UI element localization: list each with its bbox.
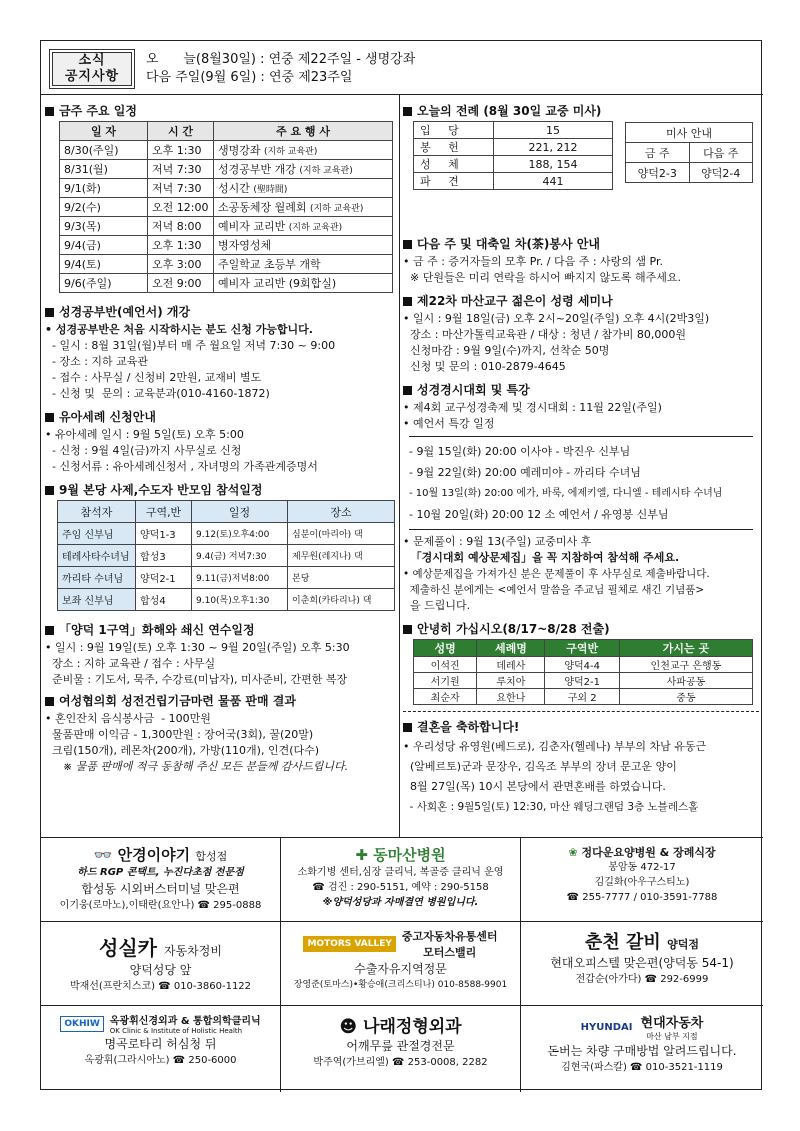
youth-line: 신청 및 문의 : 010-2879-4645 — [403, 360, 566, 373]
youth-title: 제22차 마산교구 젊은이 성령 세미나 — [403, 292, 759, 309]
schedule-event — [214, 255, 393, 274]
schedule-title: 금주 주요 일정 — [45, 102, 398, 119]
tea-line: • 금 주 : 증거자들의 모후 Pr. / 다음 주 : 사랑의 샘 Pr. — [403, 255, 663, 268]
schedule-date: 9/4(토) — [60, 255, 148, 274]
ad-ortho: ☻ 나래정형외과 어깨무릎 관절경전문 박주역(가브리엘) ☎ 253-0008, 2282 — [281, 1006, 521, 1092]
schedule-date: 9/2(수) — [60, 198, 148, 217]
farewell-name: 최순자 — [414, 689, 477, 705]
farewell-group: 양덕4-4 — [545, 657, 619, 673]
farewell-group: 구외 2 — [545, 689, 619, 705]
schedule-time: 오후 1:30 — [148, 236, 214, 255]
schedule-row — [60, 236, 393, 255]
bible-line: - 일시 : 8월 31일(월)부터 매 주 월요일 저녁 7:30 ~ 9:00 — [45, 339, 336, 352]
schedule-date: 9/3(목) — [60, 217, 148, 236]
schedule-date: 9/1(화) — [60, 179, 148, 198]
bible-line: - 신청 및 문의 : 교육분과(010-4160-1872) — [45, 387, 270, 400]
liturgy-part: 봉 헌 — [414, 139, 494, 156]
visit-header: 참석자 — [58, 501, 136, 523]
schedule-row — [60, 141, 393, 160]
visit-date: 9.12(토)오후4:00 — [192, 523, 288, 545]
farewell-baptismal: 요한나 — [477, 689, 545, 705]
ad-carrepair: 성실카 자동차정비 양덕성당 앞 박재선(프란치스코) ☎ 010-3860-1122 — [41, 922, 281, 1006]
women-thanks: ※ 물품 판매에 적극 동참해 주신 모든 분들께 감사드립니다. — [63, 760, 349, 773]
infant-title: 유아세례 신청안내 — [45, 408, 398, 425]
bible-line: • 성경공부반은 처음 시작하시는 분도 신청 가능합니다. — [45, 323, 313, 336]
liturgy-hymn: 188, 154 — [494, 156, 613, 173]
liturgy-part: 성 체 — [414, 156, 494, 173]
schedule-date: 9/4(금) — [60, 236, 148, 255]
farewell-header: 가시는 곳 — [619, 640, 752, 657]
schedule-header: 주 요 행 사 — [214, 122, 393, 141]
mass-title: 미사 안내 — [626, 123, 753, 143]
cross-icon: ✚ — [355, 846, 368, 864]
lecture-line: - 9월 15일(화) 20:00 이사야 - 박진우 신부님 — [409, 445, 631, 458]
tea-title: 다음 주 및 대축일 차(茶)봉사 안내 — [403, 235, 759, 252]
schedule-header: 시 간 — [148, 122, 214, 141]
visit-header: 일정 — [192, 501, 288, 523]
schedule-time: 저녁 8:00 — [148, 217, 214, 236]
farewell-header: 세례명 — [477, 640, 545, 657]
schedule-time: 저녁 7:30 — [148, 160, 214, 179]
schedule-time: 오전 12:00 — [148, 198, 214, 217]
liturgy-hymn: 441 — [494, 173, 613, 190]
schedule-time: 오후 1:30 — [148, 141, 214, 160]
schedule-time: 오전 9:00 — [148, 274, 214, 293]
farewell-destination: 인천교구 은행동 — [619, 657, 752, 673]
schedule-event-name: 생명강좌 — [218, 144, 261, 157]
farewell-destination: 중동 — [619, 689, 752, 705]
mass-value: 양덕2-3 — [626, 163, 690, 183]
tea-line: ※ 단원들은 미리 연락을 하시어 빠지지 않도록 해주세요. — [403, 271, 681, 284]
liturgy-row — [414, 156, 613, 173]
quiz-line: 을 드립니다. — [403, 599, 471, 612]
liturgy-title: 오늘의 전례 (8월 30일 교중 미사) — [403, 102, 759, 119]
youth-line: • 일시 : 9월 18일(금) 오후 2시~20일(주일) 오후 4시(2박3일) — [403, 312, 710, 325]
ad-nursing: ❀ 정다운요양병원 & 장례식장 봉암동 472-17 김길화(아우구스티노) ☎ 255-7777 / 010-3591-7788 — [521, 838, 763, 922]
schedule-event-place: (聖時間) — [253, 185, 288, 195]
farewell-name: 서기원 — [414, 673, 477, 689]
lecture-line: - 10월 13일(화) 20:00 에가, 바룩, 에제키엘, 다니엘 - 테레시타 수녀님 — [409, 488, 723, 499]
visit-attendee: 보좌 신부님 — [58, 589, 136, 611]
contest-line: • 예언서 특강 일정 — [403, 417, 495, 430]
visit-attendee: 주임 신부님 — [58, 523, 136, 545]
visit-group: 합성4 — [136, 589, 192, 611]
liturgy-table — [413, 121, 613, 190]
mass-table — [625, 122, 753, 183]
schedule-row — [60, 274, 393, 293]
left-column — [45, 99, 398, 775]
liturgy-row — [414, 139, 613, 156]
visit-date: 9.10(목)오후1:30 — [192, 589, 288, 611]
visit-place: 이춘희(카타리나) 댁 — [288, 589, 395, 611]
ad-galbi: 춘천 갈비 양덕점 현대오피스텔 맞은편(양덕동 54-1) 전갑순(아가다) ☎ 292-6999 — [521, 922, 763, 1006]
visit-place: 심분이(마리아) 댁 — [288, 523, 395, 545]
infant-line: - 신청서류 : 유아세례신청서 , 자녀명의 가족관계증명서 — [45, 460, 318, 473]
visit-date: 9.4(금) 저녁7:30 — [192, 545, 288, 567]
visit-row — [58, 589, 395, 611]
liturgy-part: 파 견 — [414, 173, 494, 190]
schedule-event-place: (지하 교육관) — [310, 204, 364, 214]
column-divider — [399, 95, 400, 837]
contest-line: • 제4회 교구성경축제 및 경시대회 : 11월 22일(주일) — [403, 401, 662, 414]
ad-glasses: 👓 안경이야기 합성점 하드 RGP 콘택트, 누진다초점 전문점 합성동 시외버스터미널 맞은편 이기웅(로마노),이태란(요안나) ☎ 295-0888 — [41, 838, 281, 922]
lecture-line: - 10월 20일(화) 20:00 12 소 예언서 / 유영봉 신부님 — [409, 508, 669, 521]
quiz-line: 제출하신 분에게는 <예언서 말씀을 주교님 필체로 새긴 기념품> — [403, 584, 705, 596]
schedule-event — [214, 198, 393, 217]
news-label-box — [49, 49, 135, 89]
liturgy-row — [414, 122, 613, 139]
quiz-line: • 문제풀이 : 9월 13(주일) 교중미사 후 — [403, 535, 592, 548]
bible-title: 성경공부반(예언서) 개강 — [45, 303, 398, 320]
schedule-date: 8/31(월) — [60, 160, 148, 179]
infant-line: • 유아세례 일시 : 9월 5일(토) 오후 5:00 — [45, 428, 244, 441]
farewell-table — [413, 639, 753, 705]
schedule-event-place: (지하 교육관) — [299, 166, 353, 176]
schedule-event — [214, 179, 393, 198]
wedding-line: • 우리성당 유영원(베드로), 김춘자(헬레나) 부부의 차남 유동근 — [403, 740, 707, 753]
schedule-event-name: 병자영성체 — [218, 239, 272, 252]
quiz-line: • 예상문제집을 가져가신 분은 문제풀이 후 사무실로 제출바랍니다. — [403, 568, 710, 580]
schedule-date: 8/30(주일) — [60, 141, 148, 160]
schedule-event-place: (지하 교육관) — [288, 223, 343, 233]
hyundai-logo: HYUNDAI — [580, 1021, 633, 1033]
wedding-line: 8월 27일(목) 10시 본당에서 관면혼배를 하였습니다. — [403, 780, 666, 793]
right-column — [403, 99, 759, 817]
women-line: 크림(150개), 레몬차(200개), 가방(110개), 인견(다수) — [45, 744, 320, 757]
liturgy-hymn: 15 — [494, 122, 613, 139]
leaf-icon: ❀ — [568, 846, 578, 859]
visit-place: 본당 — [288, 567, 395, 589]
farewell-row — [414, 689, 753, 705]
chunchun-logo: 춘천 — [584, 932, 620, 953]
schedule-time: 오후 3:00 — [148, 255, 214, 274]
reconcile-line: • 일시 : 9월 19일(토) 오후 1:30 ~ 9월 20일(주일) 오후 5:30 — [45, 641, 350, 654]
schedule-event-name: 성시간 — [218, 182, 250, 195]
divider — [409, 436, 753, 437]
youth-line: 신청마감 : 9월 9일(수)까지, 선착순 50명 — [403, 344, 610, 357]
visit-group: 합성3 — [136, 545, 192, 567]
bulletin-page — [40, 40, 762, 1090]
advertisements — [41, 837, 763, 1091]
schedule-row — [60, 198, 393, 217]
farewell-baptismal: 루치아 — [477, 673, 545, 689]
divider — [409, 529, 753, 530]
today-line: 오 늘(8월30일) : 연중 제22주일 - 생명강좌 — [146, 52, 416, 67]
schedule-time: 저녁 7:30 — [148, 179, 214, 198]
farewell-baptismal: 데레사 — [477, 657, 545, 673]
visit-header: 장소 — [288, 501, 395, 523]
next-sunday-line: 다음 주일(9월 6일) : 연중 제23주일 — [146, 70, 353, 85]
schedule-event — [214, 217, 393, 236]
header — [41, 41, 763, 95]
mass-value: 양덕2-4 — [689, 163, 753, 183]
schedule-event-name: 성경공부반 개강 — [218, 163, 296, 176]
youth-line: 장소 : 마산가톨릭교육관 / 대상 : 청년 / 참가비 80,000원 — [403, 328, 687, 341]
reconcile-title: 「양덕 1구역」화해와 쇄신 연수일정 — [45, 621, 398, 638]
wedding-title: 결혼을 축하합니다! — [403, 718, 759, 735]
schedule-header: 일 자 — [60, 122, 148, 141]
schedule-row — [60, 179, 393, 198]
schedule-table — [59, 121, 393, 293]
schedule-event-name: 예비자 교리반 (9회합실) — [218, 277, 337, 290]
liturgy-part: 입 당 — [414, 122, 494, 139]
visit-attendee: 테레사타수녀님 — [58, 545, 136, 567]
schedule-event — [214, 141, 393, 160]
visit-table — [57, 500, 395, 611]
schedule-event — [214, 236, 393, 255]
ad-hospital: ✚ 동마산병원 소화기병 센터,심장 클리닉, 복골증 클리닉 운영 ☎ 검진 : 290-5151, 예약 : 290-5158 ※양덕성당과 자매결연 병원입니다. — [281, 838, 521, 922]
farewell-header: 구역반 — [545, 640, 619, 657]
bible-line: - 장소 : 지하 교육관 — [45, 355, 149, 368]
mass-header: 다음 주 — [689, 143, 753, 163]
farewell-row — [414, 657, 753, 673]
visit-date: 9.11(금)저녁8:00 — [192, 567, 288, 589]
schedule-event-name: 소공동체장 월례회 — [218, 201, 307, 214]
okhiw-logo: OKHIW — [60, 1016, 103, 1032]
reconcile-line: 장소 : 지하 교육관 / 접수 : 사무실 — [45, 657, 216, 670]
schedule-event — [214, 274, 393, 293]
liturgy-row — [414, 173, 613, 190]
contest-title: 성경경시대회 및 특강 — [403, 381, 759, 398]
schedule-event-name: 주일학교 초등부 개학 — [218, 258, 321, 271]
schedule-event — [214, 160, 393, 179]
mass-header: 금 주 — [626, 143, 690, 163]
schedule-date: 9/6(주일) — [60, 274, 148, 293]
farewell-header: 성명 — [414, 640, 477, 657]
mascot-icon: ☻ — [339, 1017, 358, 1037]
schedule-event-name: 예비자 교리반 — [218, 220, 286, 233]
visit-header: 구역,반 — [136, 501, 192, 523]
schedule-row — [60, 160, 393, 179]
women-title: 여성협의회 성전건립기금마련 물품 판매 결과 — [45, 692, 398, 709]
farewell-group: 양덕2-1 — [545, 673, 619, 689]
schedule-row — [60, 217, 393, 236]
visit-row — [58, 523, 395, 545]
ad-hyundai: HYUNDAI 현대자동차 마산 남부 지점 돈버는 차량 구매방법 알려드립니다. 김현국(파스칼) ☎ 010-3521-1119 — [547, 1016, 737, 1073]
liturgy-hymn: 221, 212 — [494, 139, 613, 156]
schedule-event-place: (지하 교육관) — [264, 147, 318, 157]
lecture-line: - 9월 22일(화) 20:00 예레미야 - 까리타 수녀님 — [409, 466, 641, 479]
reconcile-line: 준비물 : 기도서, 묵주, 수강료(미납자), 미사준비, 간편한 복장 — [45, 673, 348, 686]
visit-attendee: 까리타 수녀님 — [58, 567, 136, 589]
women-line: 물품판매 이익금 - 1,300만원 : 장어국(3회), 꿀(20말) — [45, 728, 314, 741]
motors-logo: MOTORS VALLEY — [303, 936, 395, 952]
news-label-2: 공지사항 — [64, 69, 120, 84]
wedding-line: (알베르토)군과 문장우, 김옥조 부부의 장녀 문고운 양이 — [403, 760, 677, 773]
farewell-name: 이석진 — [414, 657, 477, 673]
women-line: • 혼인잔치 음식봉사금 - 100만원 — [45, 712, 211, 725]
visit-group: 양덕1-3 — [136, 523, 192, 545]
ad-neuro: OKHIW 옥광휘신경외과 & 통합의학클리닉 OK Clinic & Institute of Holistic Health 명곡로타리 허심청 뒤 옥광휘(그라시아노) ☎ 250-6000 — [41, 1006, 281, 1092]
visit-title: 9월 본당 사제,수도자 반모임 참석일정 — [45, 481, 398, 498]
ad-motors: MOTORS VALLEY 중고자동차유통센터 모터스밸리 수출자유지역정문 장영준(토마스)•황승애(크리스티나) 010-8588-9901 — [281, 922, 521, 1006]
visit-group: 양덕2-1 — [136, 567, 192, 589]
glasses-icon: 👓 — [93, 846, 113, 864]
rest-title: 안녕히 가십시오(8/17~8/28 전출) — [403, 620, 759, 637]
schedule-row — [60, 255, 393, 274]
infant-line: - 신청 : 9월 4일(금)까지 사무실로 신청 — [45, 444, 242, 457]
wedding-line: - 사회혼 : 9월5일(토) 12:30, 마산 웨딩그랜덤 3층 노블레스홀 — [403, 801, 699, 813]
farewell-destination: 사파공동 — [619, 673, 752, 689]
visit-row — [58, 567, 395, 589]
farewell-row — [414, 673, 753, 689]
visit-row — [58, 545, 395, 567]
bible-line: - 접수 : 사무실 / 신청비 2만원, 교재비 별도 — [45, 371, 262, 384]
quiz-line: 「경시대회 예상문제집」을 꼭 지참하여 참석해 주세요. — [403, 551, 680, 564]
visit-place: 제무원(레지나) 댁 — [288, 545, 395, 567]
news-label-1: 소식 — [78, 53, 106, 68]
divider — [403, 711, 759, 712]
